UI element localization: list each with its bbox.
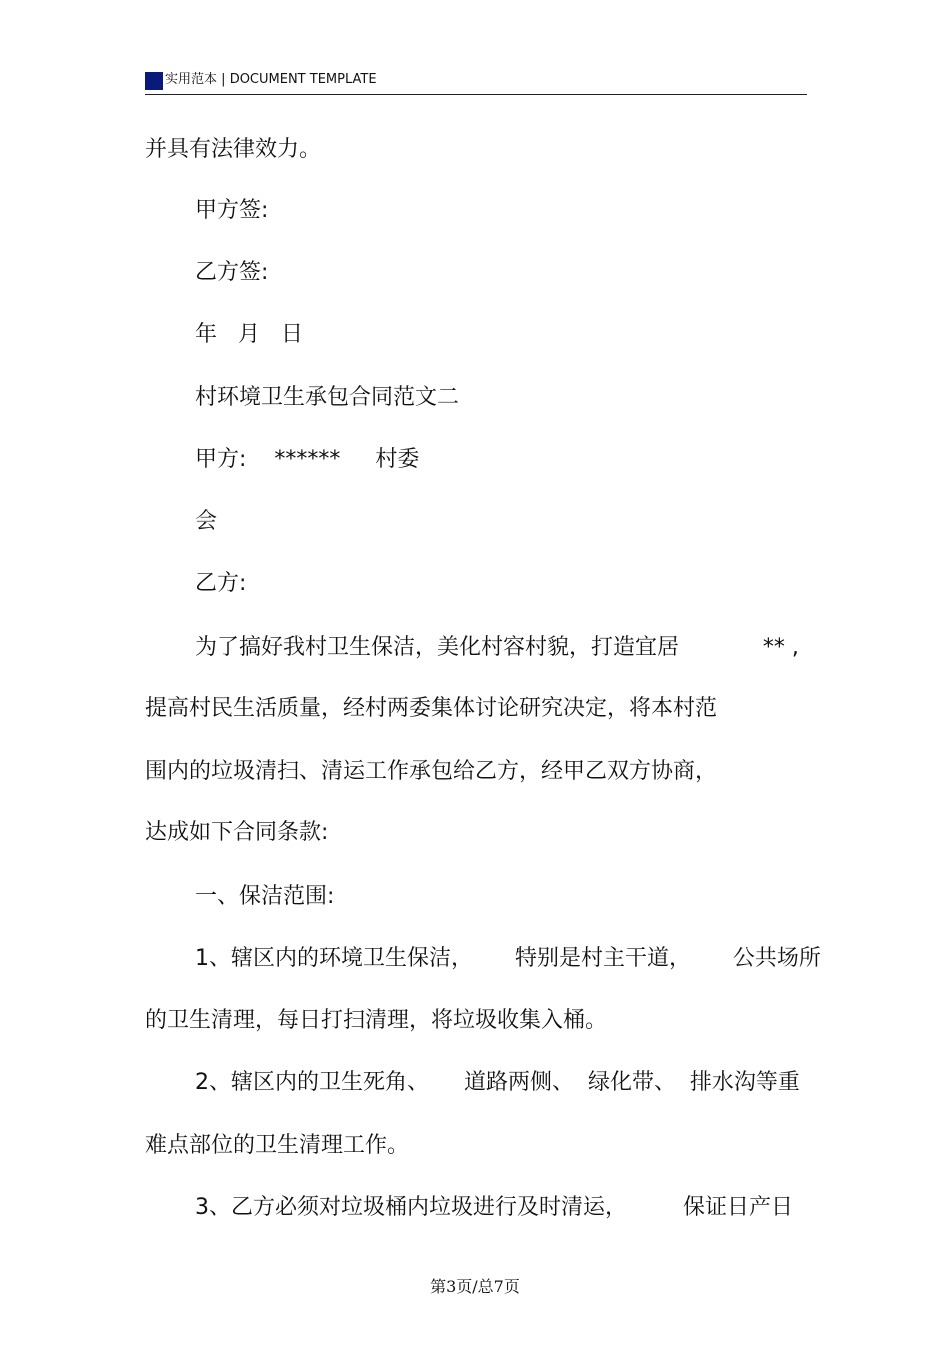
header-brand: 实用范本 [165, 72, 218, 87]
body-line: 2、辖区内的卫生死角、 道路两侧、 绿化带、 排水沟等重 [195, 1070, 800, 1095]
page-number: 第3页/总7页 [430, 1277, 520, 1296]
body-line: 一、保洁范围: [195, 884, 335, 909]
body-line: 甲方: ****** 村委 [195, 447, 420, 472]
brand-logo-icon [145, 72, 163, 90]
body-line: 乙方签: [195, 260, 269, 285]
body-line: 达成如下合同条款: [145, 820, 329, 845]
body-line: 村环境卫生承包合同范文二 [195, 385, 460, 410]
body-line: 乙方: [195, 571, 247, 596]
body-line: 并具有法律效力。 [145, 137, 322, 162]
body-line: 难点部位的卫生清理工作。 [145, 1133, 410, 1158]
body-line: 甲方签: [195, 198, 269, 223]
body-line: 为了搞好我村卫生保洁，美化村容村貌，打造宜居 ** , [195, 635, 799, 660]
document-header [145, 68, 807, 95]
header-separator: | [221, 72, 226, 87]
body-line: 3、乙方必须对垃圾桶内垃圾进行及时清运， 保证日产日 [195, 1195, 793, 1220]
body-line: 的卫生清理，每日打扫清理，将垃圾收集入桶。 [145, 1008, 608, 1033]
body-line: 提高村民生活质量，经村两委集体讨论研究决定，将本村范 [145, 696, 718, 721]
body-line: 年 月 日 [195, 322, 303, 347]
body-line: 围内的垃圾清扫、清运工作承包给乙方，经甲乙双方协商， [145, 759, 718, 784]
header-title [165, 72, 377, 88]
header-template-label: DOCUMENT TEMPLATE [229, 72, 377, 87]
body-line: 1、辖区内的环境卫生保洁， 特别是村主干道， 公共场所 [195, 946, 821, 971]
body-line: 会 [195, 509, 218, 534]
